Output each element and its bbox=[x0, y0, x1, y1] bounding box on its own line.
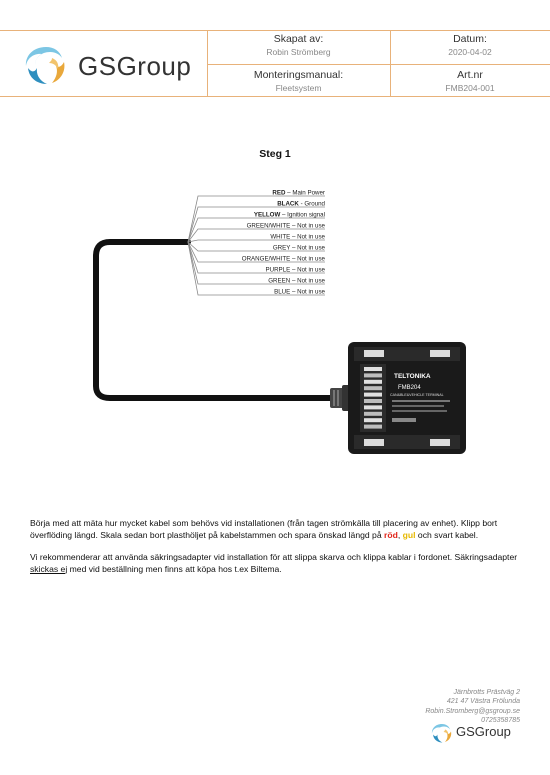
device-subtitle: CAN&BLE&VEHICLE TERMINAL bbox=[390, 393, 444, 397]
wiring-diagram bbox=[80, 182, 480, 462]
wire-label: YELLOW – Ignition signal bbox=[253, 211, 325, 219]
connector-pin bbox=[364, 367, 382, 371]
manual-value: Fleetsystem bbox=[275, 83, 322, 93]
gsgroup-logo-icon bbox=[22, 44, 70, 86]
footer-logo bbox=[430, 722, 530, 744]
wire-fanout bbox=[188, 190, 326, 296]
wire-label: GREY – Not in use bbox=[272, 244, 325, 252]
wire-label: GREEN/WHITE – Not in use bbox=[246, 222, 325, 230]
wire-label: RED – Main Power bbox=[272, 189, 325, 197]
connector-pin bbox=[364, 393, 382, 397]
gsgroup-logo-icon bbox=[430, 722, 454, 744]
connector-pin bbox=[364, 412, 382, 416]
wire-label: PURPLE – Not in use bbox=[265, 266, 325, 274]
connector-pin bbox=[364, 380, 382, 384]
footer-address bbox=[425, 688, 520, 725]
footer-brand-name: GSGroup bbox=[456, 724, 511, 739]
instructions-text bbox=[30, 518, 520, 586]
yellow-label: gul bbox=[402, 529, 416, 540]
connector-pin bbox=[364, 405, 382, 409]
artnr-value: FMB204-001 bbox=[445, 83, 495, 93]
cable-gland bbox=[330, 385, 350, 411]
created-by-label: Skapat av: bbox=[273, 33, 324, 45]
header-divider bbox=[207, 64, 550, 65]
manual-label: Monteringsmanual: bbox=[253, 69, 344, 81]
created-by-value: Robin Strömberg bbox=[266, 47, 331, 57]
wire-label: BLACK - Ground bbox=[277, 200, 325, 208]
fmb204-device bbox=[348, 342, 466, 454]
instruction-paragraph-2: Vi rekommenderar att använda säkringsadapter vid installation för att slippa skarva och klippa kablar i fordonet. Säkringsadapter skickas ej med vid beställning men finns att köpa hos t.ex Biltema. bbox=[30, 552, 518, 574]
address-line-2: 421 47 Västra Frölunda bbox=[446, 698, 520, 706]
brand-name: GSGroup bbox=[78, 51, 192, 81]
contact-email: Robin.Stromberg@gsgroup.se bbox=[425, 707, 520, 715]
instruction-paragraph-1: Börja med att mäta hur mycket kabel som behövs vid installationen (från tagen strömkälla till placering av enhet). Klipp bort överflöding längd. Skala sedan bort plasthöljet på kabelstammen och spara önskad längd på röd, gul och svart kabel. bbox=[30, 518, 498, 540]
connector-pin bbox=[364, 373, 382, 377]
artnr-cell bbox=[390, 69, 550, 94]
connector-pin bbox=[364, 425, 382, 429]
created-by-cell bbox=[207, 33, 390, 58]
wire-label: ORANGE/WHITE – Not in use bbox=[241, 255, 325, 263]
date-cell bbox=[390, 33, 550, 58]
connector-pin bbox=[364, 386, 382, 390]
date-value: 2020-04-02 bbox=[448, 47, 492, 57]
device-model: FMB204 bbox=[398, 385, 421, 391]
wire-label: WHITE – Not in use bbox=[270, 233, 325, 241]
not-shipped-text: skickas ej bbox=[30, 563, 68, 574]
artnr-label: Art.nr bbox=[457, 69, 483, 81]
contact-phone: 0725358785 bbox=[481, 716, 520, 724]
wire-label: GREEN – Not in use bbox=[268, 277, 325, 285]
red-label: röd bbox=[384, 529, 398, 540]
date-label: Datum: bbox=[453, 33, 487, 45]
connector-pin bbox=[364, 418, 382, 422]
manual-cell bbox=[207, 69, 390, 94]
step-title: Steg 1 bbox=[259, 148, 291, 160]
wiring-diagram-svg bbox=[80, 182, 480, 462]
address-line-1: Järnbrotts Prästväg 2 bbox=[453, 689, 520, 696]
connector-pin bbox=[364, 399, 382, 403]
main-cable bbox=[96, 242, 330, 398]
device-brand: TELTONIKA bbox=[394, 373, 431, 380]
gsgroup-logo bbox=[22, 44, 200, 86]
wire-label: BLUE – Not in use bbox=[274, 288, 325, 296]
